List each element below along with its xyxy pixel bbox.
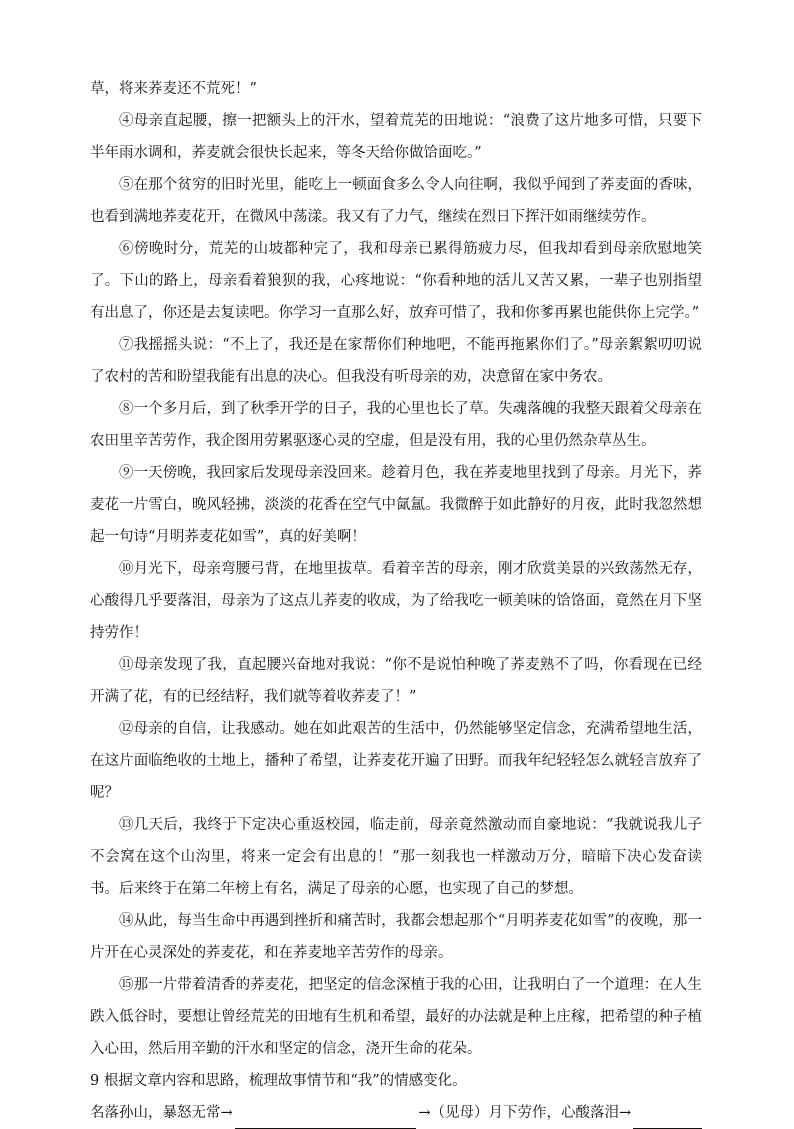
paragraph-4: ④母亲直起腰，擦一把额头上的汗水，望着荒芜的田地说：“浪费了这片地多可惜，只要下半年雨水调和，荞麦就会很快长起来，等冬天给你做饸面吃。” bbox=[90, 113, 702, 161]
paragraph-6: ⑥傍晚时分，荒芜的山坡都种完了，我和母亲已累得筋疲力尽，但我却看到母亲欣慰地笑了。下山的路上，母亲看着狼狈的我，心疼地说：“你看种地的活儿又苦又累，一辈子也别指望有出息了，你还是去复读吧。你学习一直那么好，放弃可惜了，我和你爹再累也能供你上完学。” bbox=[90, 241, 702, 321]
question-9-prompt: 9 根据文章内容和思路，梳理故事情节和“我”的情感变化。 bbox=[90, 1073, 467, 1089]
answer-part-2: →（见母）月下劳作，心酸落泪→ bbox=[418, 1105, 632, 1121]
paragraph-3-end: 草，将来荞麦还不荒死！” bbox=[90, 81, 257, 97]
answer-part-1: 名落孙山，暴怒无常→ bbox=[90, 1105, 233, 1121]
paragraph-12: ⑫母亲的自信，让我感动。她在如此艰苦的生活中，仍然能够坚定信念，充满希望地生活，在这片面临绝收的土地上，播种了希望，让荞麦花开遍了田野。而我年纪轻轻怎么就轻言放弃了呢？ bbox=[90, 721, 702, 801]
question-9-answer-line bbox=[90, 1097, 702, 1129]
paragraph-9: ⑨一天傍晚，我回家后发现母亲没回来。趁着月色，我在荞麦地里找到了母亲。月光下，荞麦花一片雪白，晚风轻拂，淡淡的花香在空气中氤氲。我微醉于如此静好的月夜，此时我忽然想起一句诗“月明荞麦花如雪”，真的好美啊！ bbox=[90, 465, 702, 545]
paragraph-10: ⑩月光下，母亲弯腰弓背，在地里拔草。看着辛苦的母亲，刚才欣赏美景的兴致荡然无存，心酸得几乎要落泪，母亲为了这点儿荞麦的收成，为了给我吃一顿美味的饸饹面，竟然在月下坚持劳作！ bbox=[90, 561, 702, 641]
paragraph-5: ⑤在那个贫穷的旧时光里，能吃上一顿面食多么令人向往啊，我似乎闻到了荞麦面的香味，也看到满地荞麦花开，在微风中荡漾。我又有了力气，继续在烈日下挥汗如雨继续劳作。 bbox=[90, 177, 702, 225]
paragraph-7: ⑦我摇摇头说：“不上了，我还是在家帮你们种地吧，不能再拖累你们了。”母亲絮絮叨叨说了农村的苦和盼望我能有出息的决心。但我没有听母亲的劝，决意留在家中务农。 bbox=[90, 337, 702, 385]
paragraph-15: ⑮那一片带着清香的荞麦花，把坚定的信念深植于我的心田，让我明白了一个道理：在人生跌入低谷时，要想让曾经荒芜的田地有生机和希望，最好的办法就是种上庄稼，把希望的种子植入心田，然后用辛勤的汗水和坚定的信念，浇开生命的花朵。 bbox=[90, 977, 702, 1057]
paragraph-14: ⑭从此，每当生命中再遇到挫折和痛苦时，我都会想起那个“月明荞麦花如雪”的夜晚，那一片开在心灵深处的荞麦花，和在荞麦地辛苦劳作的母亲。 bbox=[90, 913, 702, 961]
paragraph-11: ⑪母亲发现了我，直起腰兴奋地对我说：“你不是说怕种晚了荞麦熟不了吗，你看现在已经开满了花，有的已经结籽，我们就等着收荞麦了！” bbox=[90, 657, 702, 705]
article-body bbox=[90, 73, 702, 1129]
paragraph-8: ⑧一个多月后，到了秋季开学的日子，我的心里也长了草。失魂落魄的我整天跟着父母亲在农田里辛苦劳作，我企图用劳累驱逐心灵的空虚，但是没有用，我的心里仍然杂草丛生。 bbox=[90, 401, 702, 449]
answer-blank-1[interactable] bbox=[235, 1108, 417, 1129]
answer-blank-2[interactable] bbox=[633, 1108, 702, 1129]
paragraph-13: ⑬几天后，我终于下定决心重返校园，临走前，母亲竟然激动而自豪地说：“我就说我儿子不会窝在这个山沟里，将来一定会有出息的！”那一刻我也一样激动万分，暗暗下决心发奋读书。后来终于在第二年榜上有名，满足了母亲的心愿，也实现了自己的梦想。 bbox=[90, 817, 702, 897]
